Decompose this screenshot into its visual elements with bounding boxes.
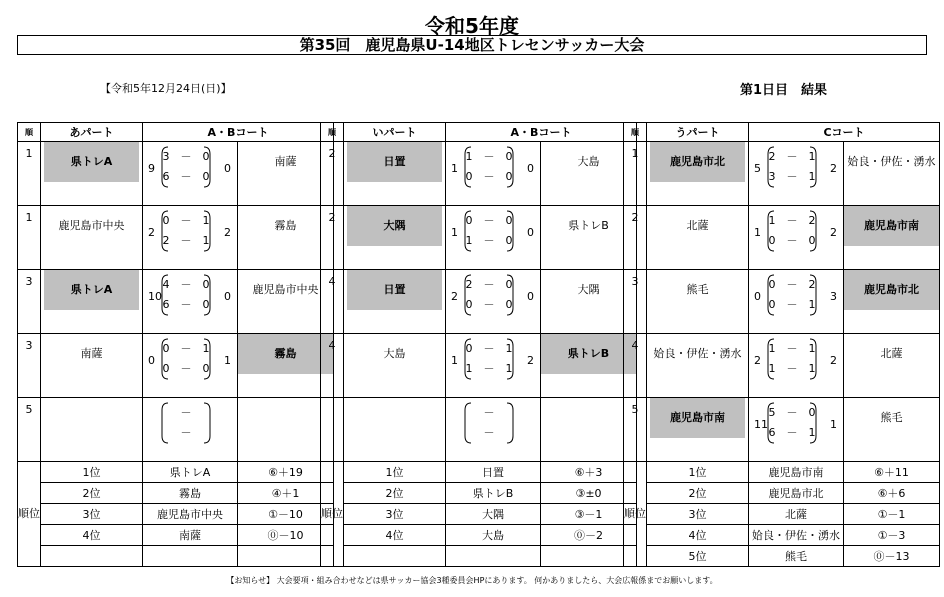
header-order: 順 bbox=[18, 123, 41, 142]
away-total: 2 bbox=[224, 226, 231, 239]
match-row bbox=[624, 206, 940, 270]
home-team: 姶良・伊佐・湧水 bbox=[647, 334, 749, 398]
home-team: 日置 bbox=[344, 270, 446, 334]
home-team: 鹿児島市北 bbox=[647, 142, 749, 206]
match-order bbox=[321, 398, 344, 462]
away-total: 1 bbox=[224, 354, 231, 367]
first-half-score: 3 － 0 bbox=[162, 150, 210, 163]
first-half-score: 1 － 0 bbox=[465, 150, 513, 163]
standing-row bbox=[321, 504, 637, 525]
second-half-score: 1 － 1 bbox=[768, 362, 816, 375]
standing-row bbox=[624, 483, 940, 504]
second-half-score: 6 － 0 bbox=[162, 170, 210, 183]
standing-row bbox=[321, 462, 637, 483]
result-label: 第1日目 結果 bbox=[740, 83, 828, 98]
match-row bbox=[321, 398, 637, 462]
away-total: 2 bbox=[527, 354, 534, 367]
match-row bbox=[321, 270, 637, 334]
home-team: 南薩 bbox=[41, 334, 143, 398]
match-order: 5 bbox=[18, 398, 41, 462]
away-total: 0 bbox=[527, 290, 534, 303]
standing-points: ⑥＋3 bbox=[541, 462, 637, 483]
match-score bbox=[446, 334, 541, 398]
standing-team: 鹿児島市中央 bbox=[143, 504, 238, 525]
standing-rank: 1位 bbox=[647, 462, 749, 483]
header-court: A・Bコート bbox=[446, 123, 637, 142]
away-total: 0 bbox=[224, 162, 231, 175]
away-team: 霧島 bbox=[238, 206, 334, 270]
standing-rank: 5位 bbox=[647, 546, 749, 567]
first-half-score: 1 － 2 bbox=[768, 214, 816, 227]
block-table bbox=[320, 122, 637, 567]
standing-row bbox=[18, 504, 334, 525]
standing-rank: 2位 bbox=[647, 483, 749, 504]
standing-rank: 3位 bbox=[647, 504, 749, 525]
home-team bbox=[41, 398, 143, 462]
away-total: 1 bbox=[830, 418, 837, 431]
match-order: 4 bbox=[321, 334, 344, 398]
second-half-score: 0 － 1 bbox=[768, 298, 816, 311]
match-score bbox=[446, 206, 541, 270]
match-score bbox=[143, 206, 238, 270]
match-order: 1 bbox=[18, 142, 41, 206]
match-order: 5 bbox=[624, 398, 647, 462]
standing-team: 大島 bbox=[446, 525, 541, 546]
match-score bbox=[143, 334, 238, 398]
match-order: 3 bbox=[18, 334, 41, 398]
standing-rank: 3位 bbox=[41, 504, 143, 525]
away-total: 2 bbox=[830, 226, 837, 239]
match-score bbox=[749, 142, 844, 206]
match-score bbox=[143, 270, 238, 334]
match-order: 1 bbox=[624, 142, 647, 206]
away-team: 大島 bbox=[541, 142, 637, 206]
footer-notice: 【お知らせ】 大会要項・組み合わせなどは県サッカー協会3種委員会HPにあります。 何かありましたら、大会広報係までお願いします。 bbox=[226, 576, 718, 585]
match-row bbox=[624, 270, 940, 334]
home-team: 大隅 bbox=[344, 206, 446, 270]
first-half-score: 1 － 1 bbox=[768, 342, 816, 355]
standing-row bbox=[624, 462, 940, 483]
standing-team: 県トレB bbox=[446, 483, 541, 504]
first-half-score: 5 － 0 bbox=[768, 406, 816, 419]
second-half-score: 0 － 0 bbox=[465, 170, 513, 183]
header-part: うパート bbox=[647, 123, 749, 142]
first-half-score: 2 － 0 bbox=[465, 278, 513, 291]
header-court: A・Bコート bbox=[143, 123, 334, 142]
away-team: 鹿児島市南 bbox=[844, 206, 940, 270]
match-row bbox=[624, 398, 940, 462]
home-total: 5 bbox=[754, 162, 761, 175]
away-team: 南薩 bbox=[238, 142, 334, 206]
standing-team: 鹿児島市南 bbox=[749, 462, 844, 483]
standing-team bbox=[143, 546, 238, 567]
away-team: 県トレB bbox=[541, 334, 637, 398]
home-team bbox=[344, 398, 446, 462]
home-total: 2 bbox=[451, 290, 458, 303]
match-row bbox=[18, 206, 334, 270]
standing-rank: 4位 bbox=[344, 525, 446, 546]
home-total: 2 bbox=[148, 226, 155, 239]
match-score bbox=[446, 398, 541, 462]
away-team: 鹿児島市中央 bbox=[238, 270, 334, 334]
away-total: 2 bbox=[830, 162, 837, 175]
standing-team: 霧島 bbox=[143, 483, 238, 504]
tournament-title: 第35回 鹿児島県U-14地区トレセンサッカー大会 bbox=[17, 35, 927, 55]
header-court: Cコート bbox=[749, 123, 940, 142]
away-team: 大隅 bbox=[541, 270, 637, 334]
first-half-score: 0 － 1 bbox=[162, 214, 210, 227]
standing-row bbox=[321, 546, 637, 567]
standing-points: ⓪－10 bbox=[238, 525, 334, 546]
second-half-score: 6 － 0 bbox=[162, 298, 210, 311]
second-half-score: 6 － 1 bbox=[768, 426, 816, 439]
second-half-score: － bbox=[483, 426, 495, 439]
standing-points: ③±0 bbox=[541, 483, 637, 504]
match-score bbox=[446, 142, 541, 206]
standing-points: ⓪－13 bbox=[844, 546, 940, 567]
block-table bbox=[623, 122, 940, 567]
match-order: 2 bbox=[624, 206, 647, 270]
standing-team: 熊毛 bbox=[749, 546, 844, 567]
first-half-score: 4 － 0 bbox=[162, 278, 210, 291]
standing-rank: 4位 bbox=[41, 525, 143, 546]
home-total: 1 bbox=[451, 354, 458, 367]
second-half-score: 1 － 0 bbox=[465, 234, 513, 247]
first-half-score: － bbox=[180, 406, 192, 419]
home-team: 鹿児島市南 bbox=[647, 398, 749, 462]
first-half-score: 0 － 1 bbox=[465, 342, 513, 355]
second-half-score: 2 － 1 bbox=[162, 234, 210, 247]
match-order: 4 bbox=[624, 334, 647, 398]
home-team: 県トレA bbox=[41, 270, 143, 334]
match-order: 2 bbox=[321, 142, 344, 206]
away-total: 0 bbox=[527, 226, 534, 239]
rank-label: 順位 bbox=[18, 462, 41, 567]
standing-team: 南薩 bbox=[143, 525, 238, 546]
standing-row bbox=[321, 483, 637, 504]
home-team: 北薩 bbox=[647, 206, 749, 270]
standing-row bbox=[18, 546, 334, 567]
away-team: 熊毛 bbox=[844, 398, 940, 462]
page-title: 令和5年度 bbox=[425, 14, 519, 38]
standing-row bbox=[624, 546, 940, 567]
match-row bbox=[624, 142, 940, 206]
match-row bbox=[18, 398, 334, 462]
standing-rank: 3位 bbox=[344, 504, 446, 525]
match-row bbox=[18, 270, 334, 334]
away-team: 県トレB bbox=[541, 206, 637, 270]
second-half-score: － bbox=[180, 426, 192, 439]
standing-rank: 2位 bbox=[41, 483, 143, 504]
match-row bbox=[18, 142, 334, 206]
home-total: 11 bbox=[754, 418, 768, 431]
standing-rank bbox=[344, 546, 446, 567]
standing-team: 姶良・伊佐・湧水 bbox=[749, 525, 844, 546]
match-order: 2 bbox=[321, 206, 344, 270]
home-total: 0 bbox=[148, 354, 155, 367]
standing-points: ①－10 bbox=[238, 504, 334, 525]
standing-team: 県トレA bbox=[143, 462, 238, 483]
first-half-score: 0 － 2 bbox=[768, 278, 816, 291]
match-score bbox=[143, 142, 238, 206]
second-half-score: 0 － 0 bbox=[465, 298, 513, 311]
header-part: あパート bbox=[41, 123, 143, 142]
second-half-score: 0 － 0 bbox=[162, 362, 210, 375]
away-total: 2 bbox=[830, 354, 837, 367]
standing-rank: 1位 bbox=[41, 462, 143, 483]
home-total: 1 bbox=[754, 226, 761, 239]
header-order: 順 bbox=[321, 123, 344, 142]
match-score bbox=[143, 398, 238, 462]
away-team: 霧島 bbox=[238, 334, 334, 398]
second-half-score: 1 － 1 bbox=[465, 362, 513, 375]
home-team: 鹿児島市中央 bbox=[41, 206, 143, 270]
match-score bbox=[749, 334, 844, 398]
first-half-score: 0 － 1 bbox=[162, 342, 210, 355]
away-team: 北薩 bbox=[844, 334, 940, 398]
home-team: 県トレA bbox=[41, 142, 143, 206]
standing-rank: 1位 bbox=[344, 462, 446, 483]
away-team: 姶良・伊佐・湧水 bbox=[844, 142, 940, 206]
header-part: いパート bbox=[344, 123, 446, 142]
away-total: 0 bbox=[224, 290, 231, 303]
match-date: 【令和5年12月24日(日)】 bbox=[100, 82, 232, 95]
match-score bbox=[749, 270, 844, 334]
block-table bbox=[17, 122, 334, 567]
standing-row bbox=[321, 525, 637, 546]
match-row bbox=[321, 142, 637, 206]
standing-team: 大隅 bbox=[446, 504, 541, 525]
second-half-score: 0 － 0 bbox=[768, 234, 816, 247]
standing-row bbox=[18, 483, 334, 504]
first-half-score: 0 － 0 bbox=[465, 214, 513, 227]
home-team: 日置 bbox=[344, 142, 446, 206]
standing-rank: 2位 bbox=[344, 483, 446, 504]
match-score bbox=[749, 206, 844, 270]
standing-points: ①－3 bbox=[844, 525, 940, 546]
standing-points: ①－1 bbox=[844, 504, 940, 525]
home-total: 9 bbox=[148, 162, 155, 175]
standing-points: ⑥＋19 bbox=[238, 462, 334, 483]
standing-points: ⑥＋11 bbox=[844, 462, 940, 483]
match-score bbox=[749, 398, 844, 462]
match-row bbox=[321, 334, 637, 398]
standing-rank: 4位 bbox=[647, 525, 749, 546]
standing-points: ③－1 bbox=[541, 504, 637, 525]
standing-points: ④＋1 bbox=[238, 483, 334, 504]
standing-row bbox=[18, 462, 334, 483]
match-row bbox=[18, 334, 334, 398]
rank-label: 順位 bbox=[321, 462, 344, 567]
match-order: 1 bbox=[18, 206, 41, 270]
standing-team: 北薩 bbox=[749, 504, 844, 525]
away-team: 鹿児島市北 bbox=[844, 270, 940, 334]
home-total: 0 bbox=[754, 290, 761, 303]
standing-team: 日置 bbox=[446, 462, 541, 483]
standing-row bbox=[624, 525, 940, 546]
standing-team: 鹿児島市北 bbox=[749, 483, 844, 504]
match-row bbox=[624, 334, 940, 398]
rank-label: 順位 bbox=[624, 462, 647, 567]
match-order: 4 bbox=[321, 270, 344, 334]
standing-team bbox=[446, 546, 541, 567]
second-half-score: 3 － 1 bbox=[768, 170, 816, 183]
match-score bbox=[446, 270, 541, 334]
home-team: 熊毛 bbox=[647, 270, 749, 334]
header-order: 順 bbox=[624, 123, 647, 142]
match-order: 3 bbox=[18, 270, 41, 334]
first-half-score: － bbox=[483, 406, 495, 419]
home-total: 1 bbox=[451, 226, 458, 239]
standing-row bbox=[18, 525, 334, 546]
home-total: 1 bbox=[451, 162, 458, 175]
away-total: 3 bbox=[830, 290, 837, 303]
match-order: 3 bbox=[624, 270, 647, 334]
away-total: 0 bbox=[527, 162, 534, 175]
match-row bbox=[321, 206, 637, 270]
home-total: 2 bbox=[754, 354, 761, 367]
standing-row bbox=[624, 504, 940, 525]
home-team: 大島 bbox=[344, 334, 446, 398]
standing-points: ⓪－2 bbox=[541, 525, 637, 546]
home-total: 10 bbox=[148, 290, 162, 303]
standing-rank bbox=[41, 546, 143, 567]
standing-points: ⑥＋6 bbox=[844, 483, 940, 504]
first-half-score: 2 － 1 bbox=[768, 150, 816, 163]
